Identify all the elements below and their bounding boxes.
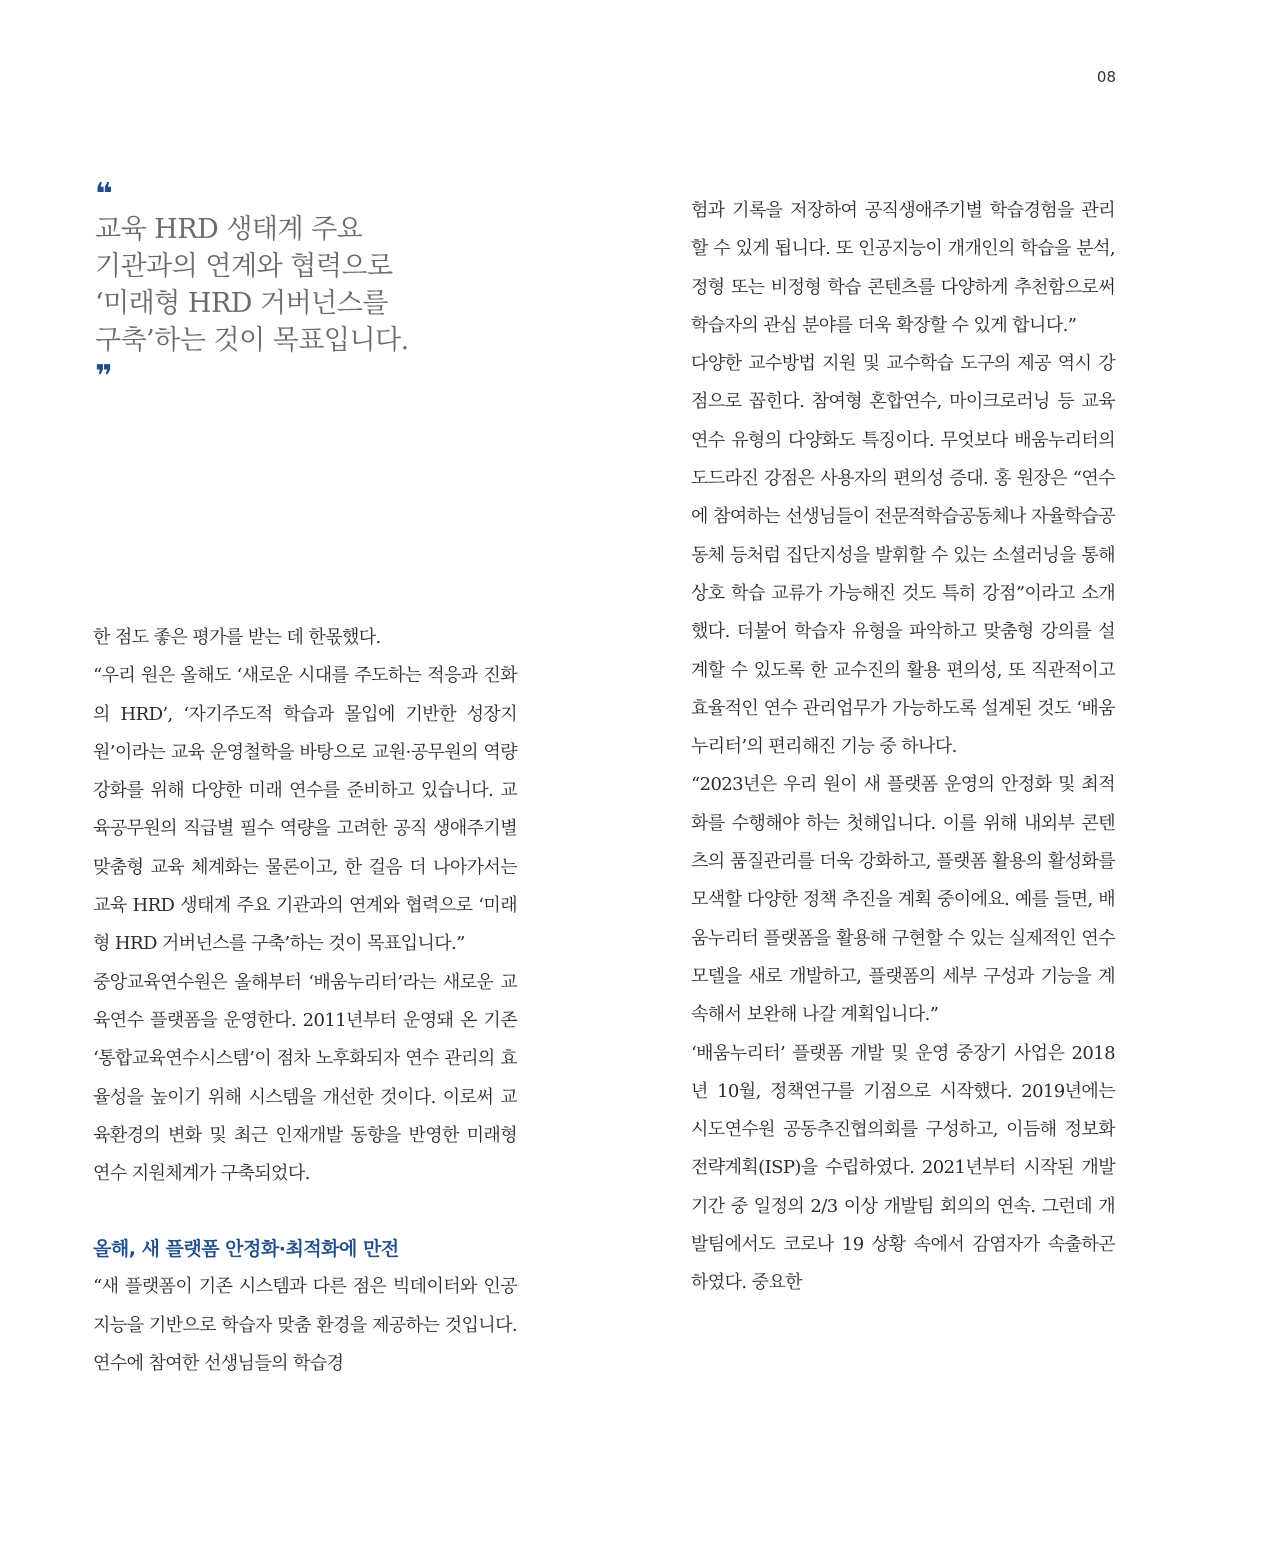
pull-quote: [95, 177, 515, 394]
left-column: [93, 619, 517, 1383]
body-paragraph: “우리 원은 올해도 ‘새로운 시대를 주도하는 적응과 진화의 HRD’, ‘자기주도적 학습과 몰입에 기반한 성장지원’이라는 교육 운영철학을 바탕으로 교원·공무원의 역량 강화를 위해 다양한 미래 연수를 준비하고 있습니다. 교육공무원의 직급별 필수 역량을 고려한 공직 생애주기별 맞춤형 교육 체계화는 물론이고, 한 걸음 더 나아가서는 교육 HRD 생태계 주요 기관과의 연계와 협력으로 ‘미래형 HRD 거버넌스를 구축’하는 것이 목표입니다.”: [93, 665, 517, 955]
right-column: [691, 192, 1115, 1303]
body-paragraph: 험과 기록을 저장하여 공직생애주기별 학습경험을 관리할 수 있게 됩니다. 또 인공지능이 개개인의 학습을 분석, 정형 또는 비정형 학습 콘텐츠를 다양하게 추천함으로써 학습자의 관심 분야를 더욱 확장할 수 있게 합니다.”: [691, 200, 1115, 336]
close-quote-icon: ❞: [95, 359, 109, 394]
body-paragraph: 한 점도 좋은 평가를 받는 데 한몫했다.: [93, 627, 381, 648]
body-paragraph: 다양한 교수방법 지원 및 교수학습 도구의 제공 역시 강점으로 꼽힌다. 참여형 혼합연수, 마이크로러닝 등 교육연수 유형의 다양화도 특징이다. 무엇보다 배움누리터의 도드라진 강점은 사용자의 편의성 증대. 홍 원장은 “연수에 참여하는 선생님들이 전문적학습공동체나 자율학습공동체 등처럼 집단지성을 발휘할 수 있는 소셜러닝을 통해 상호 학습 교류가 가능해진 것도 특히 강점”이라고 소개했다. 더불어 학습자 유형을 파악하고 맞춤형 강의를 설계할 수 있도록 한 교수진의 활용 편의성, 또 직관적이고 효율적인 연수 관리업무가 가능하도록 설계된 것도 ‘배움누리터’의 편리해진 기능 중 하나다.: [691, 353, 1115, 758]
body-paragraph: ‘배움누리터’ 플랫폼 개발 및 운영 중장기 사업은 2018년 10월, 정책연구를 기점으로 시작했다. 2019년에는 시도연수원 공동추진협의회를 구성하고, 이듬해 정보화전략계획(ISP)을 수립하였다. 2021년부터 시작된 개발 기간 중 일정의 2/3 이상 개발팀 회의의 연속. 그런데 개발팀에서도 코로나 19 상황 속에서 감염자가 속출하곤 하였다. 중요한: [691, 1042, 1115, 1294]
body-paragraph: “2023년은 우리 원이 새 플랫폼 운영의 안정화 및 최적화를 수행해야 하는 첫해입니다. 이를 위해 내외부 콘텐츠의 품질관리를 더욱 강화하고, 플랫폼 활용의 활성화를 모색할 다양한 정책 추진을 계획 중이에요. 예를 들면, 배움누리터 플랫폼을 활용해 구현할 수 있는 실제적인 연수모델을 새로 개발하고, 플랫폼의 세부 구성과 기능을 계속해서 보완해 나갈 계획입니다.”: [691, 774, 1115, 1026]
body-paragraph: “새 플랫폼이 기존 시스템과 다른 점은 빅데이터와 인공지능을 기반으로 학습자 맞춤 환경을 제공하는 것입니다. 연수에 참여한 선생님들의 학습경: [93, 1276, 517, 1375]
page-number: 08: [1096, 68, 1116, 86]
section-heading: 올해, 새 플랫폼 안정화·최적화에 만전: [93, 1238, 399, 1261]
open-quote-icon: ❝: [95, 177, 109, 212]
pull-quote-text: 교육 HRD 생태계 주요 기관과의 연계와 협력으로 ‘미래형 HRD 거버넌스를 구축’하는 것이 목표입니다.: [95, 214, 409, 356]
body-paragraph: 중앙교육연수원은 올해부터 ‘배움누리터’라는 새로운 교육연수 플랫폼을 운영한다. 2011년부터 운영돼 온 기존 ‘통합교육연수시스템’이 점차 노후화되자 연수 관리의 효율성을 높이기 위해 시스템을 개선한 것이다. 이로써 교육환경의 변화 및 최근 인재개발 동향을 반영한 미래형 연수 지원체계가 구축되었다.: [93, 971, 517, 1185]
